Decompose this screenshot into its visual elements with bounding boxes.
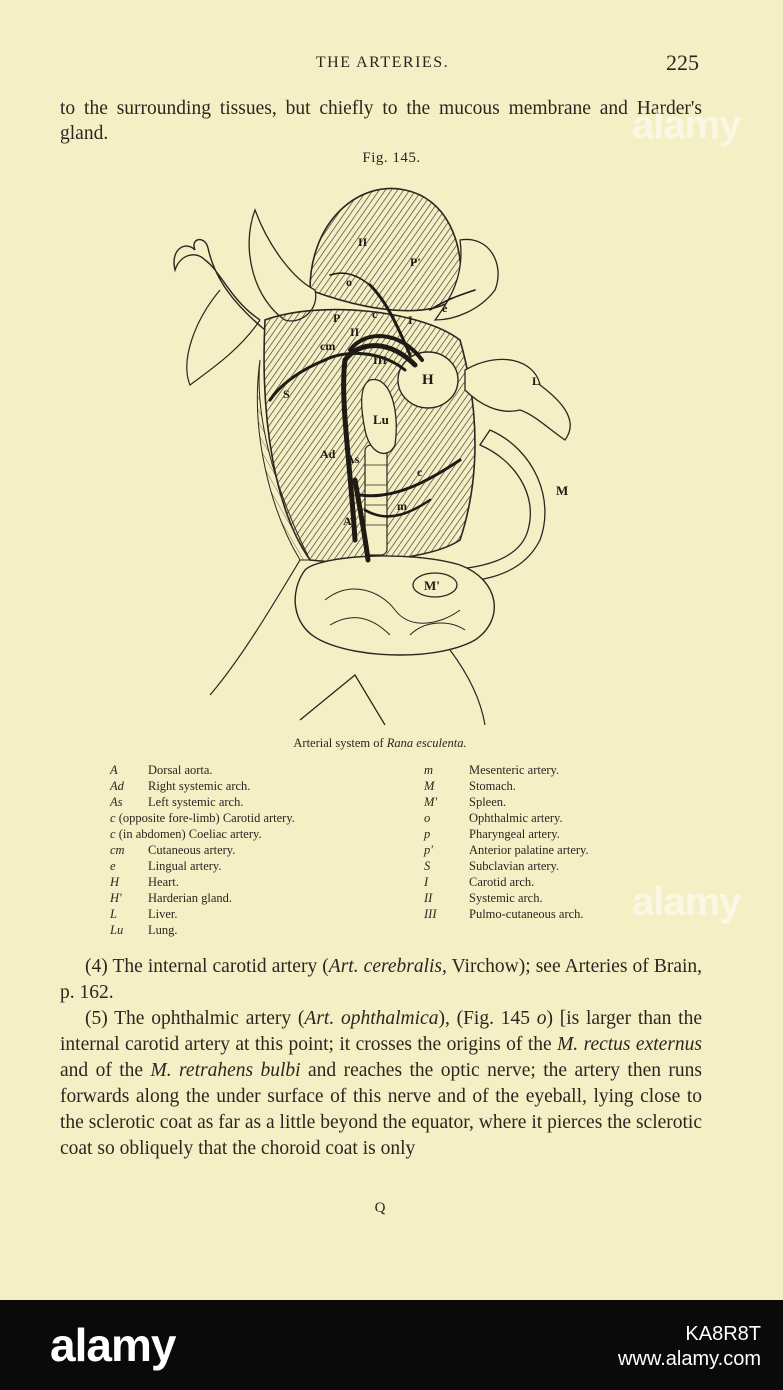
legend-item	[110, 842, 410, 858]
fig-letter-c-top: c	[372, 307, 378, 321]
legend-abbr: II	[424, 891, 433, 905]
legend-text: Lingual artery.	[148, 859, 222, 873]
legend-abbr: Lu	[110, 923, 124, 937]
legend-left	[110, 762, 410, 938]
legend-abbr: m	[424, 763, 434, 777]
frog-arterial-illustration	[160, 180, 590, 725]
legend-abbr: e	[110, 859, 116, 873]
legend-abbr: H	[110, 875, 120, 889]
legend-abbr: p'	[424, 843, 433, 857]
legend-item	[424, 762, 644, 778]
paragraph-5: (5) The ophthalmic artery (Art. ophthalmica), (Fig. 145 o) [is larger than the internal carotid artery at this point; it crosses the origins of the M. rectus externus and of the M. retrahens bulbi and reaches the optic nerve; the artery then runs forwards along the under surface of this nerve and of the eyeball, lying close to the sclerotic coat as far as a little beyond the equator, where it pierces the sclerotic coat so obliquely that the choroid coat is only	[60, 1008, 702, 1159]
fig-letter-cm: cm	[320, 339, 336, 353]
figure-label: Fig. 145.	[362, 150, 421, 166]
legend-text: Cutaneous artery.	[148, 843, 236, 857]
legend-item	[110, 810, 410, 826]
legend-text: Harderian gland.	[148, 891, 232, 905]
intestine-shape	[295, 556, 494, 655]
legend-text: (opposite fore-limb) Carotid artery.	[118, 811, 295, 825]
legend-text: Subclavian artery.	[469, 859, 560, 873]
legend-item	[424, 778, 644, 794]
legend-text: Carotid arch.	[469, 875, 535, 889]
legend-item	[424, 842, 644, 858]
legend-abbr: III	[424, 907, 437, 921]
legend-text: Lung.	[148, 923, 178, 937]
legend-text: Dorsal aorta.	[148, 763, 213, 777]
legend-text: Systemic arch.	[469, 891, 543, 905]
legend-text: Stomach.	[469, 779, 516, 793]
legend-text: (in abdomen) Coeliac artery.	[118, 827, 262, 841]
liver-shape	[465, 359, 570, 440]
fig-letter-Ad: Ad	[320, 447, 336, 461]
legend-abbr: c	[110, 827, 116, 841]
legend-item	[110, 794, 410, 810]
legend-text: Heart.	[148, 875, 179, 889]
legend-item	[110, 874, 410, 890]
legend-abbr: I	[424, 875, 429, 889]
watermark: alamy	[632, 880, 741, 924]
legend-item	[424, 826, 644, 842]
legend-abbr: S	[424, 859, 431, 873]
legend-item	[110, 778, 410, 794]
legend-abbr: c	[110, 811, 116, 825]
legend-abbr: cm	[110, 843, 125, 857]
running-head	[0, 50, 783, 76]
fig-letter-L: L	[532, 374, 541, 388]
legend-text: Anterior palatine artery.	[469, 843, 589, 857]
intro-paragraph	[60, 96, 702, 146]
legend-item	[110, 858, 410, 874]
main-text	[60, 954, 702, 1162]
legend-abbr: Ad	[110, 779, 124, 793]
fig-letter-II: II	[350, 325, 360, 339]
fig-letter-As: As	[346, 452, 360, 466]
footer-url[interactable]: www.alamy.com	[618, 1348, 761, 1370]
legend-item	[424, 890, 644, 906]
watermark: alamy	[632, 103, 741, 147]
legend-item	[424, 906, 644, 922]
fig-letter-M: M	[556, 483, 569, 498]
legend-item	[424, 810, 644, 826]
legend-item	[110, 762, 410, 778]
fig-letter-P: P	[333, 311, 341, 325]
legend-abbr: o	[424, 811, 431, 825]
fig-letter-e: e	[442, 301, 448, 315]
caption-species: Rana esculenta.	[386, 736, 467, 750]
page-number: 225	[666, 50, 699, 75]
fig-letter-H: H	[422, 372, 434, 388]
figure-caption	[0, 736, 760, 751]
fig-letter-c-abdomen: c	[417, 465, 423, 479]
legend-item	[110, 906, 410, 922]
legend-text: Spleen.	[469, 795, 507, 809]
legend-text: Right systemic arch.	[148, 779, 251, 793]
legend-text: Liver.	[148, 907, 178, 921]
legend-abbr: M'	[424, 795, 438, 809]
legend-item	[424, 874, 644, 890]
legend-abbr: M	[424, 779, 435, 793]
caption-prefix: Arterial system of	[293, 736, 387, 750]
legend-text: Ophthalmic artery.	[469, 811, 563, 825]
stock-footer	[0, 1300, 783, 1390]
fig-letter-S: S	[283, 387, 290, 401]
head-shape	[310, 188, 461, 310]
legend-text: Pharyngeal artery.	[469, 827, 560, 841]
fig-letter-II-top: II	[358, 235, 368, 249]
legend-item	[424, 794, 644, 810]
fig-letter-III: III	[373, 353, 388, 367]
legend-item	[110, 890, 410, 906]
fig-letter-M-prime: M'	[424, 578, 440, 593]
legend-abbr: A	[110, 763, 118, 777]
paragraph-4: (4) The internal carotid artery (Art. cerebralis, Virchow); see Arteries of Brain, p. 162.	[60, 956, 703, 1003]
legend-item	[110, 826, 410, 842]
legend-abbr: As	[110, 795, 123, 809]
legend-abbr: L	[110, 907, 117, 921]
signature-mark: Q	[374, 1200, 386, 1216]
footer-image-id: KA8R8T	[685, 1323, 761, 1345]
fig-letter-A: A	[343, 514, 352, 528]
fig-letter-Lu: Lu	[373, 412, 389, 427]
fig-letter-P-prime: P'	[410, 255, 421, 269]
legend-text: Pulmo-cutaneous arch.	[469, 907, 584, 921]
legend-text: Left systemic arch.	[148, 795, 244, 809]
intro-text: to the surrounding tissues, but chiefly to the mucous membrane and Harder's gland.	[60, 98, 702, 144]
legend-item	[110, 922, 410, 938]
running-title: THE ARTERIES.	[315, 54, 450, 71]
legend-abbr: H'	[110, 891, 122, 905]
fig-letter-I: I	[408, 313, 413, 327]
legend-item	[424, 858, 644, 874]
legend-text: Mesenteric artery.	[469, 763, 560, 777]
fig-letter-o: o	[346, 275, 352, 289]
footer-logo: alamy	[50, 1319, 176, 1371]
legend-abbr: p	[424, 827, 431, 841]
legend-right	[424, 762, 644, 922]
fig-letter-m: m	[397, 499, 407, 513]
